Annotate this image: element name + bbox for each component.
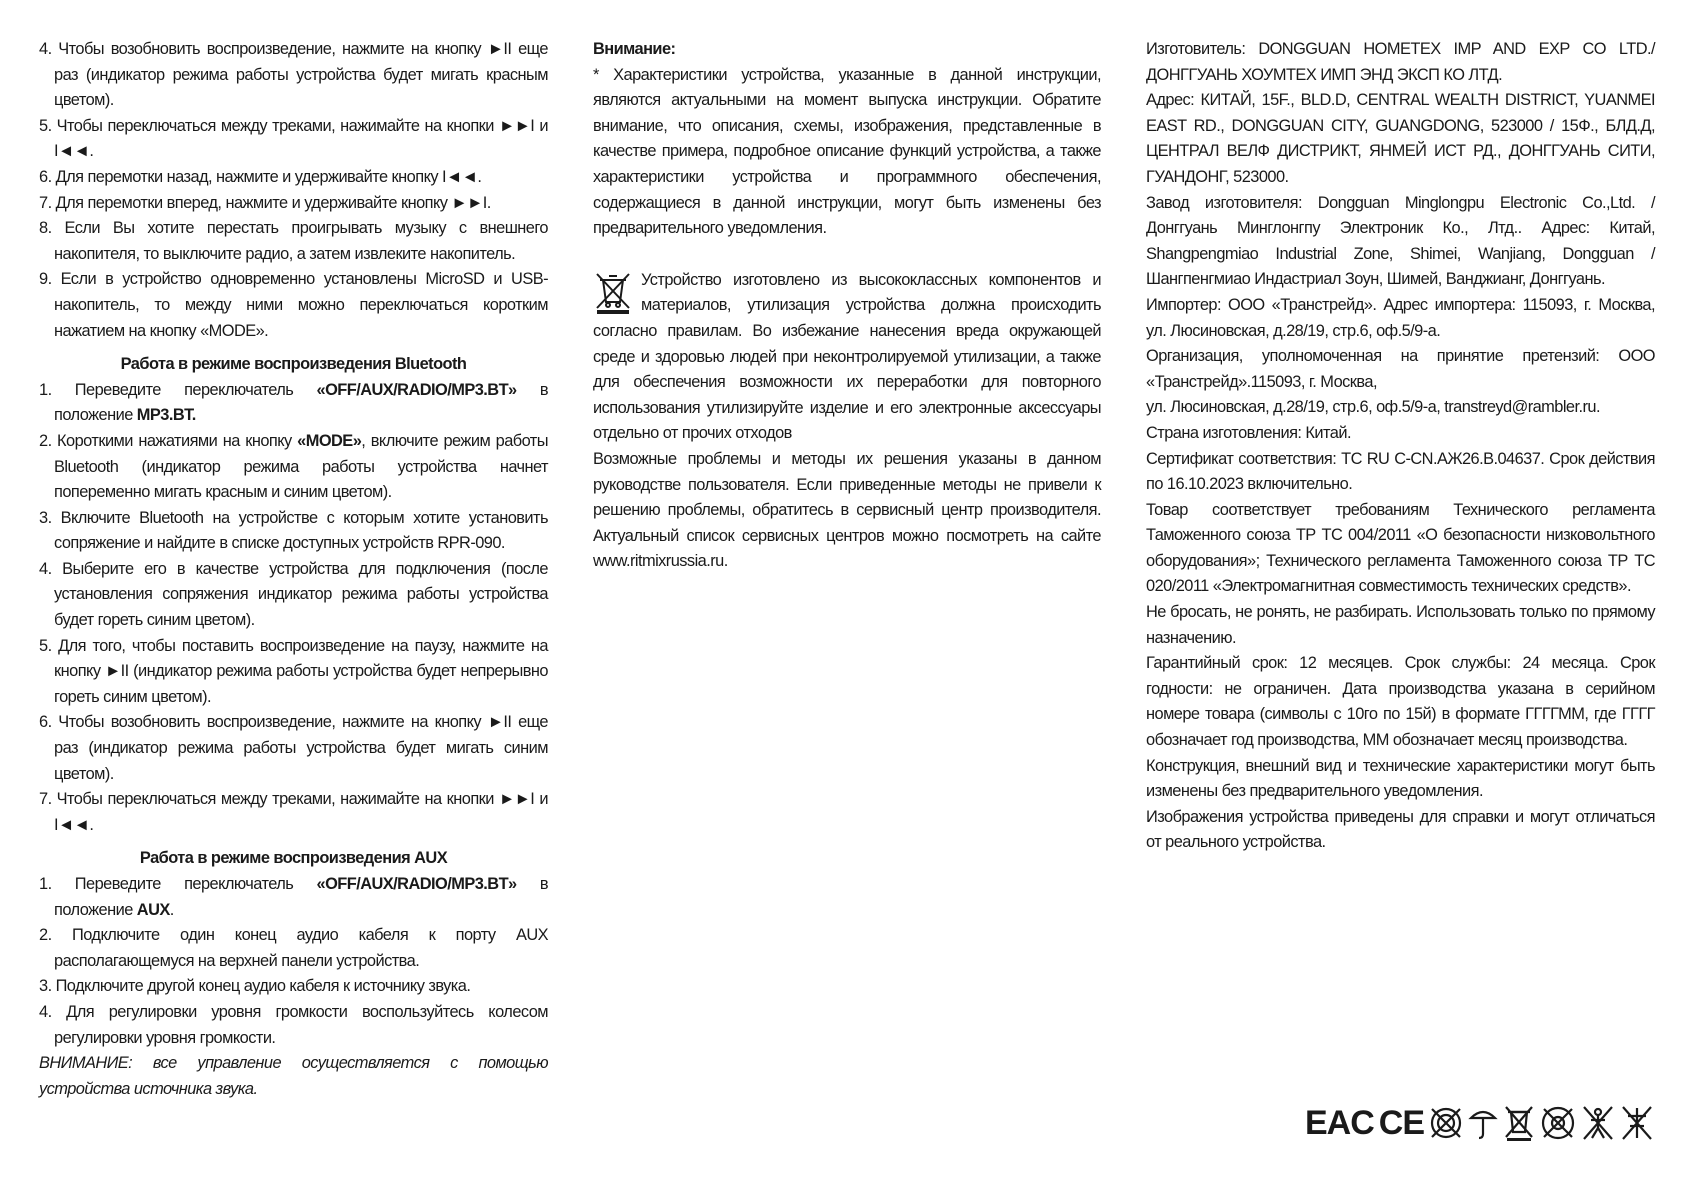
design-change-notice: Конструкция, внешний вид и технические характеристики могут быть изменены без предварительного уведомления.	[1146, 756, 1655, 801]
list-item: 4. Выберите его в качестве устройства для подключения (после установления сопряжения индикатор режима работы устройства будет гореть синим цветом).	[39, 559, 548, 630]
attention-text: * Характеристики устройства, указанные в данной инструкции, являются актуальными на момент выпуска инструкции. Обратите внимание, что описания, схемы, изображения, представленные в качестве примера, подробное описание функций устройства, а также характеристики устройства и программного обеспечения, содержащиеся в данной инструкции, могут быть изменены без предварительного уведомления.	[593, 65, 1101, 238]
country-of-origin: Страна изготовления: Китай.	[1146, 423, 1351, 442]
claims-organization: Организация, уполномоченная на принятие претензий: ООО «Транстрейд».115093, г. Москва,	[1146, 347, 1655, 391]
aux-note: ВНИМАНИЕ: все управление осуществляется с помощью устройства источника звука.	[39, 1054, 548, 1098]
right-column	[1146, 37, 1655, 856]
attention-title: Внимание:	[593, 40, 676, 58]
problems-text: Возможные проблемы и методы их решения указаны в данном руководстве пользователя. Если приведенные методы не привели к решению проблемы, обратитесь в сервисный центр производителя. Актуальный список сервисных центров можно посмотреть на сайте www.ritmixrussia.ru.	[593, 449, 1101, 571]
bluetooth-section-heading: Работа в режиме воспроизведения Bluetooth	[120, 355, 467, 374]
crossed-bin-icon	[593, 270, 633, 316]
no-disassemble-icon	[1620, 1104, 1654, 1142]
list-item: 4. Для регулировки уровня громкости воспользуйтесь колесом регулировки уровня громкости.	[39, 1002, 548, 1047]
certificate-info: Сертификат соответствия: ТС RU C-CN.АЖ26.В.04637. Срок действия по 16.10.2023 включительно.	[1146, 449, 1655, 494]
aux-steps	[39, 872, 548, 1051]
list-item: 3. Подключите другой конец аудио кабеля к источнику звука.	[39, 977, 471, 996]
list-item: 2. Короткими нажатиями на кнопку «MODE», включите режим работы Bluetooth (индикатор режима работы устройства начнет попеременно мигать красным и синим цветом).	[39, 431, 548, 502]
regulations-compliance: Товар соответствует требованиям Технического регламента Таможенного союза ТР ТС 004/2011 «О безопасности низковольтного оборудования»; Технического регламента Таможенного союза ТР ТС 020/2011 «Электромагнитная совместимость технических средств».	[1146, 500, 1655, 596]
list-item: 5. Для того, чтобы поставить воспроизведение на паузу, нажмите на кнопку ►II (индикатор режима работы устройства будет непрерывно гореть синим цветом).	[39, 636, 548, 706]
no-recycle-circle-icon	[1540, 1104, 1576, 1142]
aux-section-heading: Работа в режиме воспроизведения AUX	[139, 849, 448, 868]
disposal-text: Устройство изготовлено из высококлассных компонентов и материалов, утилизация устройства должна происходить согласно правилам. Во избежание нанесения вреда окружающей среде и здоровью людей при неконтролируемой утилизации, а также для обеспечения возможности их переработки для повторного использования утилизируйте изделие и его электронные аксессуары отдельно от прочих отходов	[593, 270, 1101, 443]
claims-address: ул. Люсиновская, д.28/19, стр.6, оф.5/9-а, transtreyd@rambler.ru.	[1146, 398, 1600, 417]
list-item: 9. Если в устройство одновременно установлены MicroSD и USB-накопитель, то между ними можно переключаться коротким нажатием на кнопку «MODE».	[39, 270, 548, 340]
disposal-block	[593, 268, 1101, 447]
warranty-info: Гарантийный срок: 12 месяцев. Срок службы: 24 месяца. Срок годности: не ограничен. Дата производства указана в серийном номере товара (символы с 10го по 15й) в формате ГГГГММ, где ГГГГ обозначает год производства, ММ обозначает месяц производства.	[1146, 654, 1655, 750]
manufacturer-address: Адрес: КИТАЙ, 15F., BLD.D, CENTRAL WEALTH DISTRICT, YUANMEI EAST RD., DONGGUAN CITY, GUANGDONG, 523000 / 15Ф., БЛД.Д, ЦЕНТРАЛ ВЕЛФ ДИСТРИКТ, ЯНМЕЙ ИСТ РД., ДОНГГУАНЬ СИТИ, ГУАНДОНГ, 523000.	[1146, 91, 1655, 186]
list-item: 6. Чтобы возобновить воспроизведение, нажмите на кнопку ►II еще раз (индикатор режима работы устройства будет мигать синим цветом).	[39, 713, 548, 783]
list-item: 6. Для перемотки назад, нажмите и удерживайте кнопку I◄◄.	[39, 167, 482, 186]
bluetooth-steps	[39, 378, 548, 839]
no-children-icon	[1581, 1104, 1615, 1142]
importer-info: Импортер: ООО «Транстрейд». Адрес импортера: 115093, г. Москва, ул. Люсиновская, д.28/19, стр.6, оф.5/9-а.	[1146, 295, 1655, 340]
certification-marks	[1305, 1102, 1654, 1144]
list-item: 2. Подключите один конец аудио кабеля к порту AUX располагающемуся на верхней панели устройства.	[39, 926, 548, 970]
continued-usb-steps	[39, 37, 548, 344]
keep-dry-umbrella-icon	[1468, 1104, 1498, 1142]
crossed-bin-icon	[1503, 1104, 1535, 1142]
list-item: 1. Переведите переключатель «OFF/AUX/RADIO/MP3.BT» в положение MP3.BT.	[39, 380, 548, 425]
middle-column	[593, 37, 1101, 575]
list-item: 1. Переведите переключатель «OFF/AUX/RADIO/MP3.BT» в положение AUX.	[39, 875, 548, 919]
list-item: 7. Для перемотки вперед, нажмите и удерживайте кнопку ►►I.	[39, 193, 491, 212]
list-item: 3. Включите Bluetooth на устройстве с которым хотите установить сопряжение и найдите в списке доступных устройств RPR-090.	[39, 508, 548, 553]
factory-info: Завод изготовителя: Dongguan Minglongpu Electronic Co.,Ltd. / Донггуань Минглонгпу Электроник Ко., Лтд.. Адрес: Китай, Shangpengmiao Industrial Zone, Shimei, Wanjiang, Dongguan / Шангпенгмиао Индастриал Зоун, Шимей, Ванджианг, Донггуань.	[1146, 193, 1655, 289]
list-item: 5. Чтобы переключаться между треками, нажимайте на кнопки ►►I и I◄◄.	[39, 116, 548, 161]
manufacturer-info: Изготовитель: DONGGUAN HOMETEX IMP AND EXP CO LTD./ ДОНГГУАНЬ ХОУМТЕХ ИМП ЭНД ЭКСП КО ЛТД.	[1146, 40, 1655, 84]
list-item: 8. Если Вы хотите перестать проигрывать музыку с внешнего накопителя, то выключите радио, а затем извлеките накопитель.	[39, 219, 548, 263]
no-dispose-circle-icon	[1429, 1104, 1463, 1142]
left-column	[39, 37, 548, 1102]
image-disclaimer: Изображения устройства приведены для справки и могут отличаться от реального устройства.	[1146, 807, 1655, 852]
list-item: 7. Чтобы переключаться между треками, нажимайте на кнопки ►►I и I◄◄.	[39, 790, 548, 834]
list-item: 4. Чтобы возобновить воспроизведение, нажмите на кнопку ►II еще раз (индикатор режима работы устройства будет мигать красным цветом).	[39, 40, 548, 110]
spacer	[593, 242, 1101, 268]
handling-warning: Не бросать, не ронять, не разбирать. Использовать только по прямому назначению.	[1146, 603, 1655, 647]
ce-mark-icon: CE	[1378, 1104, 1425, 1142]
eac-mark-icon: EAC	[1305, 1104, 1374, 1142]
